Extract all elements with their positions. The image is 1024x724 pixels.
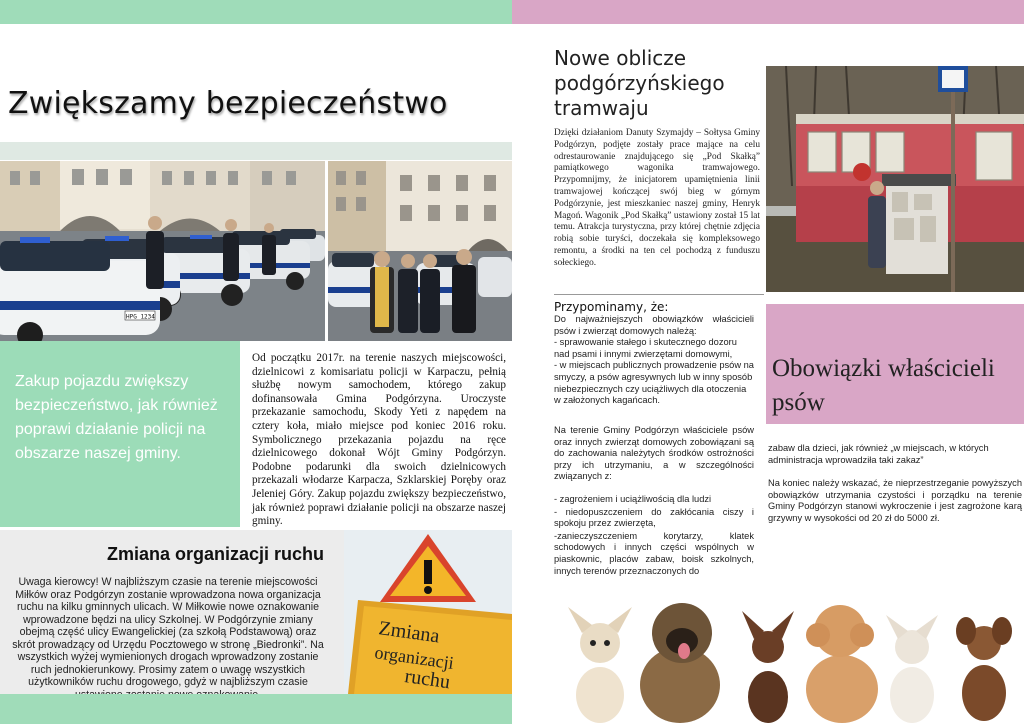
list-item: -zanieczyszczeniem korytarzy, klatek schodowych i innych części wspólnych w piaskownic, placów zabaw, boisk szkolnych, innych terenów przeznaczonych do bbox=[554, 530, 754, 576]
top-left-color-bar bbox=[0, 0, 512, 24]
duty-item: - sprawowanie stałego i skutecznego dozoru nad psami i innymi zwierzętami domowymi, bbox=[554, 337, 737, 359]
list-item: - zagrożeniem i uciążliwością dla ludzi bbox=[554, 494, 712, 504]
sign-line-2: organizacji bbox=[373, 642, 456, 674]
title-underband bbox=[0, 142, 512, 160]
photo-police-cars bbox=[0, 161, 325, 341]
remind-list bbox=[554, 494, 754, 578]
photo-police-handover bbox=[328, 161, 512, 341]
page-title: Zwiększamy bezpieczeństwo bbox=[8, 86, 448, 121]
remind-intro-text: Do najważniejszych obowiązków właścicieli psów i zwierząt domowych należą: bbox=[554, 314, 754, 336]
highlight-quote: Zakup pojazdu zwiększy bezpieczeństwo, jak również poprawi działanie policji na obszarze naszej gminy. bbox=[15, 373, 218, 462]
dogs-text-penalty: Na koniec należy wskazać, że nieprzestrzeganie powyższych obowiązków utrzymania czystości i porządku na terenie Gminy Podgórzyn stanowi wykroczenie i jest zagrożone karą grzywny w wysokości od 20 zł do 5000 zł. bbox=[768, 478, 1022, 523]
remind-title: Przypominamy, że: bbox=[554, 300, 669, 314]
bottom-left-color-bar bbox=[0, 694, 512, 724]
remind-intro bbox=[554, 314, 754, 407]
tram-article-text: Dzięki działaniom Danuty Szymajdy – Sołtysa Gminy Podgórzyn, podjęte zostały prace mające na celu odrestaurowanie znajdującego się „Pod Skałką” pamiątkowego wagonika tramwajowego. Przypomnijmy, że inicjatorem upamiętnienia linii tramwajowej kończącej swój bieg w górnym Podgórzynie, jest mieszkaniec naszej gminy, Henryk Magoń. Wagonik „Pod Skałką” ustawiony został 15 lat temu. Atrakcja turystyczna, przy której chętnie zdjęcia robią sobie turyści, doczekała się kompleksowego remontu, a środki na ten cel pochodzą z funduszu sołeckiego. bbox=[554, 128, 760, 268]
photo-traffic-sign bbox=[344, 530, 512, 694]
traffic-title: Zmiana organizacji ruchu bbox=[106, 544, 324, 564]
top-right-color-bar bbox=[512, 0, 1024, 24]
remind-paragraph: Na terenie Gminy Podgórzyn właściciele psów oraz innych zwierząt domowych zobowiązani są do zachowania należytych środków ostrożności przy ich utrzymaniu, a w szczególności związanych z: bbox=[554, 425, 754, 482]
photo-tram bbox=[766, 66, 1024, 292]
sign-line-3: ruchu bbox=[403, 665, 452, 694]
photo-dogs bbox=[560, 585, 1024, 724]
section-divider bbox=[554, 294, 764, 295]
police-article-text: Od początku 2017r. na terenie naszych miejscowości, dzielnicowi z komisariatu policji w Karpaczu, pełnią służbę nowym samochodem, którego zakup dofinansowała Gmina Podgórzyna. Uroczyste przekazanie samochodu, Skody Yeti z napędem na cztery koła, miało miejsce pod koniec 2016 roku. Symbolicznego przekazania pojazdu na ręce dzielnicowego dokonał Wójt Gminy Podgórzyn. Podobne podarunki dla swoich dzielnicowych przekazali włodarze Karpacza, Szklarskiej Poręby oraz Jeleniej Góry. Zakup pojazdu zwiększy bezpieczeństwo, jak również poprawi działanie policji na obszarze naszej gminy. bbox=[252, 352, 506, 528]
car-plate: HPG 1234 bbox=[126, 313, 155, 321]
duty-item: - w miejscach publicznych prowadzenie psów na smyczy, a psów agresywnych lub w inny sposób niebezpiecznych czy uciążliwych dla otoczenia w założonych kagańcach. bbox=[554, 360, 754, 406]
sign-line-1: Zmiana bbox=[377, 617, 441, 648]
list-item: - niedopuszczeniem do zakłócania ciszy i spokoju przez zwierzęta, bbox=[554, 506, 754, 529]
tram-title: Nowe oblicze podgórzyńskiego tramwaju bbox=[554, 46, 725, 120]
traffic-text: Uwaga kierowcy! W najbliższym czasie na terenie miejscowości Miłków oraz Podgórzyn zostanie wprowadzona nowa organizacja ruchu na kilku gminnych ulicach. W Miłkowie nowe oznakowanie wprowadzone będzi na ulicy Szkolnej. W Podgórzynie zmiany obejmą część ulicy Ewangelickiej (za szkołą Podstawową) oraz skrót prowadzący od Urzędu Pocztowego w stronę „Biedronki”. Na wszystkich wyżej wymienionych drogach wprowadzony zostanie ruch jednokierunkowy. Prosimy zatem o uwagę wszystkich użytkowników ruchu drogowego, gdyż w najbliższym czasie bbox=[12, 576, 324, 688]
dogs-title: Obowiązki właścicieli psów bbox=[772, 355, 995, 416]
dogs-text-continued: zabaw dla dzieci, jak również „w miejscach, w których administracja wprowadziła taki zakaz” bbox=[768, 443, 989, 465]
